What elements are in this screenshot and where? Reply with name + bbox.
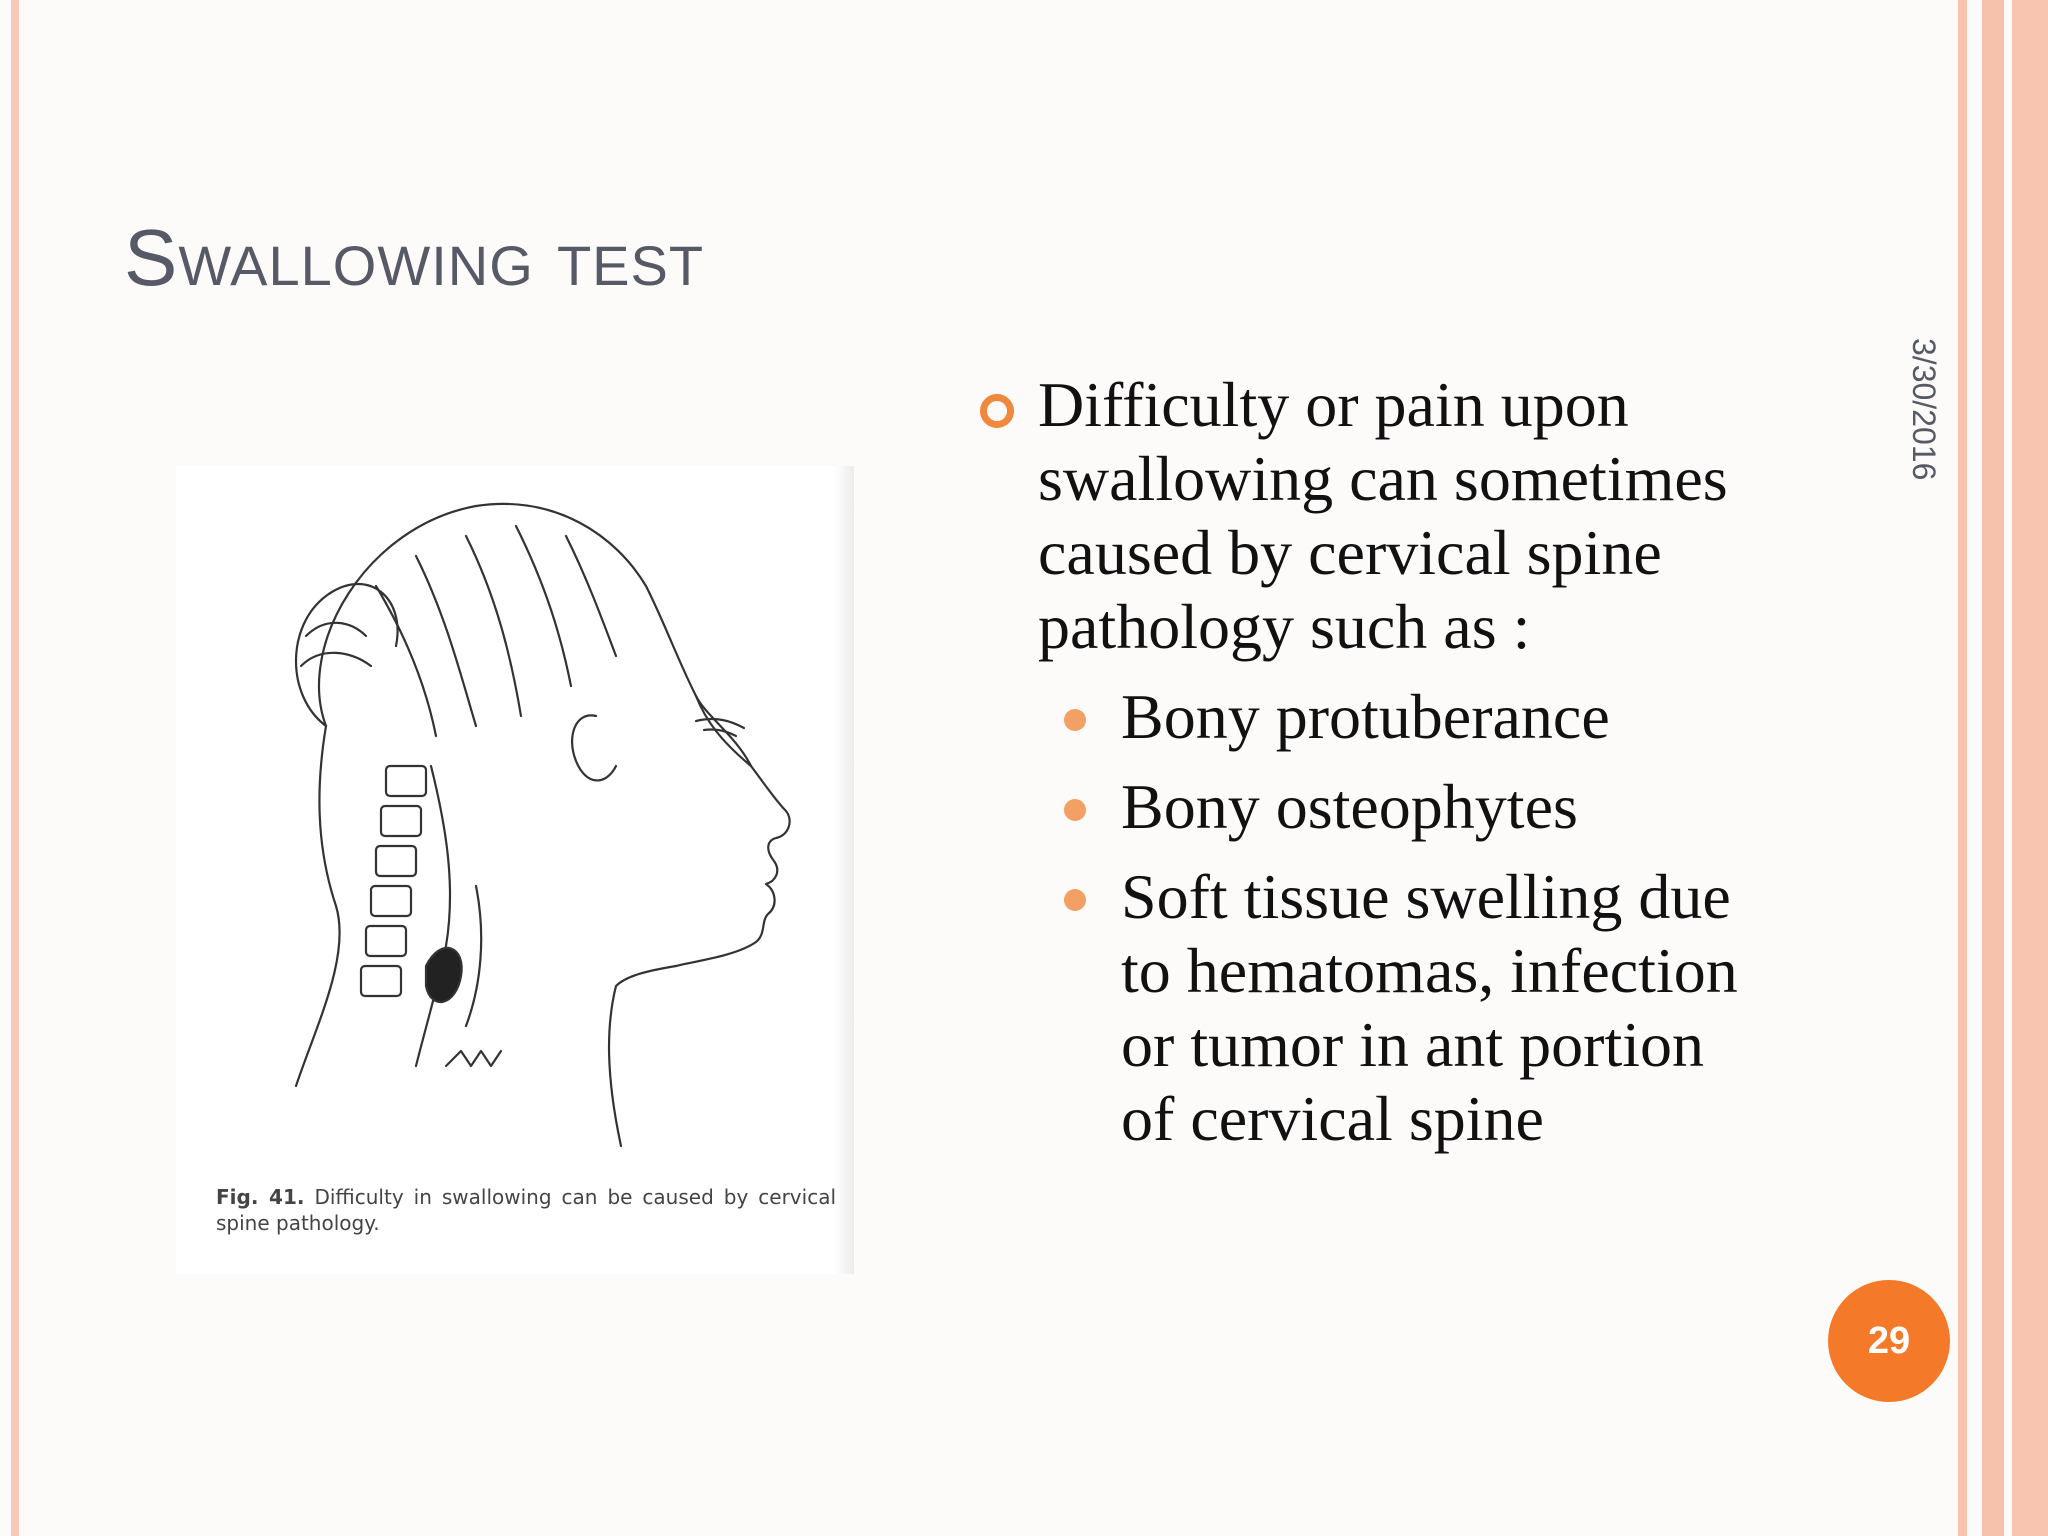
slide-title [124, 212, 704, 304]
dot-bullet-icon [1064, 799, 1086, 821]
sub-bullet-text: Soft tissue swelling due to hematomas, infection or tumor in ant portion of cervical spine [1121, 861, 1738, 1154]
bullet-content [980, 368, 1760, 1156]
dot-bullet-icon [1064, 889, 1086, 911]
sub-bullet-text: Bony osteophytes [1121, 771, 1578, 842]
left-border-stripe [11, 0, 19, 1536]
sub-bullet-text: Bony protuberance [1121, 681, 1610, 752]
slide-date: 3/30/2016 [1906, 338, 1942, 481]
page-number-badge: 29 [1828, 1280, 1950, 1402]
head-neck-illustration [176, 466, 854, 1166]
caption-label: Fig. 41. [216, 1185, 305, 1209]
main-bullet [980, 368, 1760, 664]
ring-bullet-icon [980, 394, 1014, 428]
right-border-stripe [2012, 0, 2048, 1536]
right-border-stripe [1982, 0, 2004, 1536]
caption-text: Difficulty in swallowing can be caused by cervical spine pathology. [216, 1185, 837, 1235]
figure-caption [216, 1184, 836, 1236]
sub-bullet [980, 770, 1760, 844]
title-text: Swallowing test [124, 213, 705, 302]
sub-bullet [980, 680, 1760, 754]
dot-bullet-icon [1064, 709, 1086, 731]
sub-bullet [980, 860, 1760, 1156]
main-bullet-text: Difficulty or pain upon swallowing can sometimes caused by cervical spine pathology such as : [1038, 369, 1728, 662]
figure [176, 466, 854, 1274]
right-border-stripe [1958, 0, 1967, 1536]
